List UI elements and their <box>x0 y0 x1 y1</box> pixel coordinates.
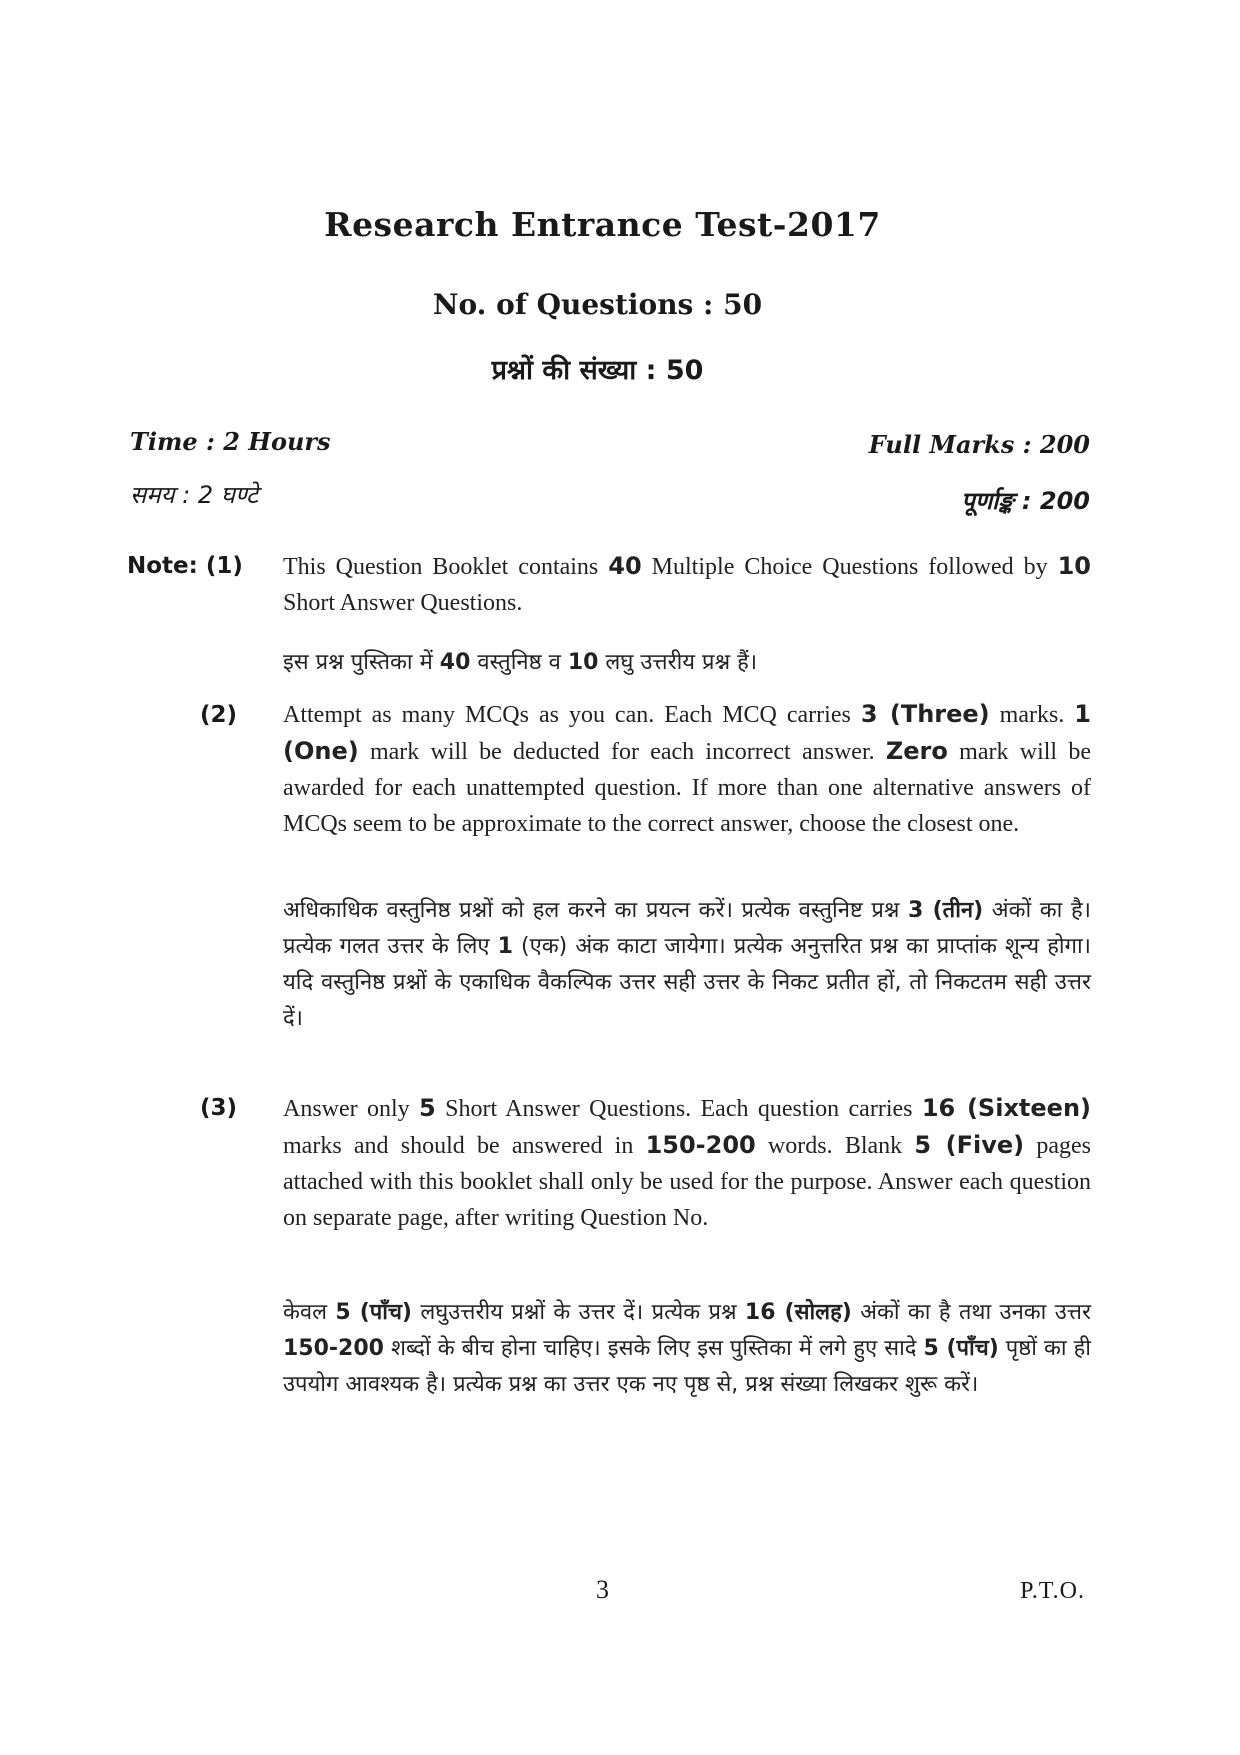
bold-run: 16 (Sixteen) <box>921 1094 1091 1122</box>
text-run: इस प्रश्न पुस्तिका में <box>283 650 440 675</box>
bold-run: Zero <box>885 737 948 765</box>
note-3-number: (3) <box>200 1095 238 1121</box>
text-run: mark will be awarded for each unattempted question. If more than one alternative answers of MCQs seem to be approximate to the correct answer, choose the closest one. <box>283 739 1091 837</box>
note-2-number: (2) <box>200 702 238 728</box>
bold-run: 150-200 <box>283 1336 384 1361</box>
time-english: Time : 2 Hours <box>130 427 331 456</box>
note-label: Note: (1) <box>127 553 243 579</box>
text-run: वस्तुनिष्ठ व <box>470 650 568 675</box>
note-2-english <box>283 696 1091 842</box>
text-run: (एक) अंक काटा जायेगा। प्रत्येक अनुत्तरित प्रश्न का प्राप्तांक शून्य होगा। यदि वस्तुनिष्ठ प्रश्नों के एकाधिक वैकल्पिक उत्तर सही उत्तर के निकट प्रतीत हों, तो निकटतम सही उत्तर दें। <box>283 934 1091 1031</box>
text-run: marks. <box>989 702 1075 728</box>
text-run: marks and should be answered in <box>283 1133 646 1159</box>
time-hindi: समय : 2 घण्टे <box>130 481 259 509</box>
bold-run: 10 <box>1057 552 1091 580</box>
text-run: अधिकाधिक वस्तुनिष्ठ प्रश्नों को हल करने का प्रयत्न करें। प्रत्येक वस्तुनिष्ट प्रश्न <box>283 898 909 923</box>
full-marks-english: Full Marks : 200 <box>868 430 1090 459</box>
note-3-english <box>283 1090 1091 1236</box>
text-run: This Question Booklet contains <box>283 554 609 580</box>
bold-run: 40 <box>608 552 642 580</box>
text-run: अंकों का है। प्रत्येक गलत उत्तर के लिए <box>283 898 1091 959</box>
text-run: अंकों का है तथा उनका उत्तर <box>851 1300 1091 1325</box>
text-run: words. Blank <box>755 1133 915 1159</box>
note-2-hindi <box>283 893 1091 1037</box>
bold-run: 5 (पाँच) <box>923 1336 999 1361</box>
question-count-english: No. of Questions : 50 <box>432 288 763 321</box>
note-1-hindi <box>283 645 1091 681</box>
full-marks-hindi: पूर्णाङ्क : 200 <box>961 487 1090 515</box>
text-run: pages attached with this booklet shall only be used for the purpose. Answer each question on separate page, after writing Question No. <box>283 1133 1091 1231</box>
bold-run: 150-200 <box>645 1131 756 1159</box>
bold-run: 5 <box>419 1094 436 1122</box>
bold-run: 1 (One) <box>283 700 1091 765</box>
text-run: Short Answer Questions. <box>283 590 523 616</box>
bold-run: 3 (तीन) <box>908 898 984 923</box>
bold-run: 1 <box>497 934 513 959</box>
bold-run: 5 (पाँच) <box>335 1300 412 1325</box>
exam-title: Research Entrance Test-2017 <box>324 205 881 244</box>
note-1-english <box>283 548 1091 621</box>
text-run: केवल <box>283 1300 336 1325</box>
pto-label: P.T.O. <box>1020 1578 1085 1604</box>
page-number: 3 <box>596 1575 609 1604</box>
bold-run: 10 <box>567 650 599 675</box>
bold-run: 40 <box>439 650 471 675</box>
text-run: शब्दों के बीच होना चाहिए। इसके लिए इस पुस्तिका में लगे हुए सादे <box>383 1336 924 1361</box>
text-run: mark will be deducted for each incorrect answer. <box>358 739 886 765</box>
question-count-hindi: प्रश्नों की संख्या : 50 <box>491 355 704 386</box>
text-run: Attempt as many MCQs as you can. Each MCQ carries <box>283 702 861 728</box>
text-run: Answer only <box>283 1096 420 1122</box>
text-run: लघु उत्तरीय प्रश्न हैं। <box>598 650 758 675</box>
text-run: Short Answer Questions. Each question carries <box>435 1096 922 1122</box>
text-run: पृष्ठों का ही उपयोग आवश्यक है। प्रत्येक प्रश्न का उत्तर एक नए पृष्ठ से, प्रश्न संख्या लिखकर शुरू करें। <box>283 1336 1091 1397</box>
bold-run: 5 (Five) <box>914 1131 1025 1159</box>
bold-run: 3 (Three) <box>860 700 990 728</box>
bold-run: 16 (सोलह) <box>744 1300 852 1325</box>
text-run: लघुउत्तरीय प्रश्नों के उत्तर दें। प्रत्येक प्रश्न <box>411 1300 745 1325</box>
note-3-hindi <box>283 1295 1091 1403</box>
text-run: Multiple Choice Questions followed by <box>641 554 1058 580</box>
